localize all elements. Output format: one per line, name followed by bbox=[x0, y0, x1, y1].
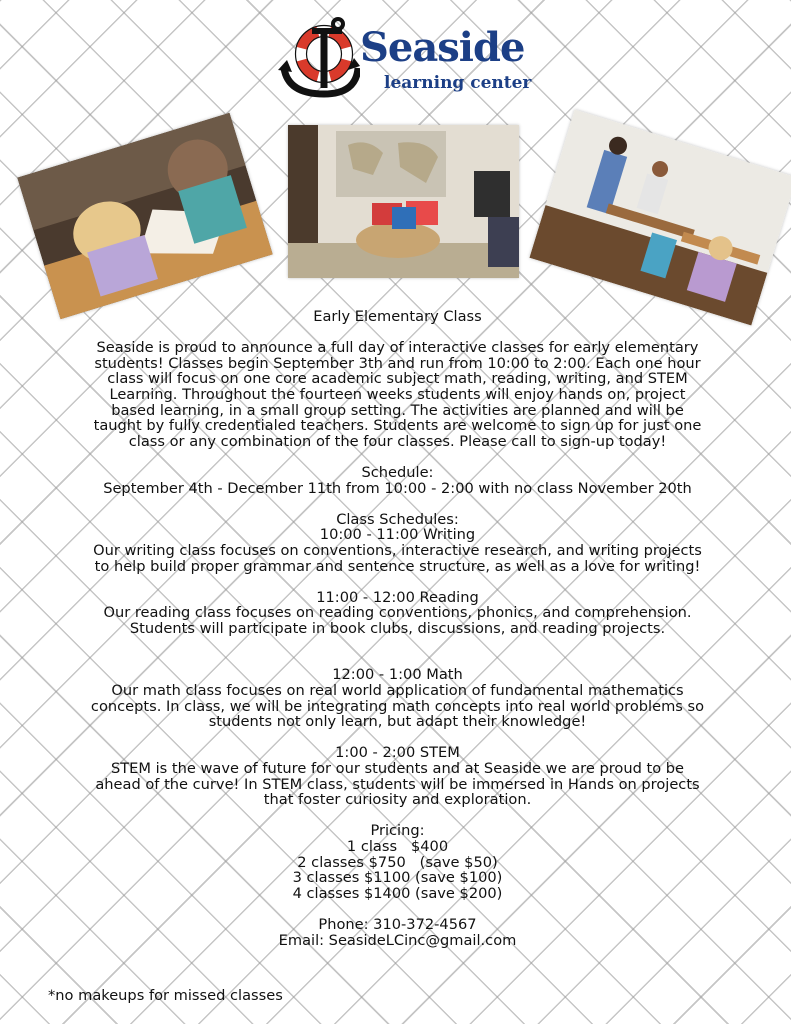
class-time: 1:00 - 2:00 STEM bbox=[335, 744, 460, 762]
footnote: *no makeups for missed classes bbox=[48, 987, 283, 1004]
pricing-line: 4 classes $1400 (save $200) bbox=[292, 884, 503, 902]
anchor-icon bbox=[278, 16, 360, 100]
class-time: 10:00 - 11:00 Writing bbox=[319, 526, 476, 544]
photo-classroom-reading-nook bbox=[288, 125, 519, 278]
brand-subtitle: learning center bbox=[384, 73, 532, 93]
brand-logo bbox=[278, 16, 538, 100]
email-address: Email: SeasideLCinc@gmail.com bbox=[278, 931, 517, 949]
intro-paragraph: Seaside is proud to announce a full day of interactive classes for early elementary students! Classes begin September 3th and run from 10:00 to 2:00. Each one hour class will focus on one core academic subject math, reading, writing, and STEM Learning. Throughout the fourteen weeks students will enjoy hands on, project based learning, in a small group setting. The activities are planned and will be taught by fully credentialed teachers. Students are welcome to sign up for just one class or any combination of the four classes. Please call to sign-up today! bbox=[93, 339, 702, 450]
class-description: Our writing class focuses on conventions, interactive research, and writing projects to help build proper grammar and sentence structure, as well as a love for writing! bbox=[93, 541, 702, 575]
phone-number: Phone: 310-372-4567 bbox=[318, 915, 477, 933]
schedule-heading: Schedule: bbox=[361, 463, 434, 481]
flyer-title: Early Elementary Class bbox=[313, 308, 482, 325]
class-description: STEM is the wave of future for our students and at Seaside we are proud to be ahead of the curve! In STEM class, students will be immersed in Hands on projects that foster curiosity and exploration. bbox=[95, 760, 700, 809]
pricing-heading: Pricing: bbox=[370, 822, 425, 840]
photo-girl-reading bbox=[17, 113, 273, 319]
pricing-line: 3 classes $1100 (save $100) bbox=[292, 869, 503, 887]
class-schedules-heading: Class Schedules: bbox=[336, 510, 459, 528]
class-description: Our math class focuses on real world application of fundamental mathematics concepts. In class, we will be integrating math concepts into real world problems so students not only learn, but adapt their knowledge! bbox=[90, 682, 705, 731]
schedule-text: September 4th - December 11th from 10:00 - 2:00 with no class November 20th bbox=[103, 479, 692, 497]
flyer-body bbox=[90, 309, 705, 948]
pricing-line: 2 classes $750 (save $50) bbox=[297, 853, 498, 871]
class-time: 12:00 - 1:00 Math bbox=[332, 666, 463, 684]
class-description: Our reading class focuses on reading conventions, phonics, and comprehension. Students will participate in book clubs, discussions, and reading projects. bbox=[103, 604, 692, 637]
photo-students-at-tables bbox=[529, 109, 791, 325]
class-time: 11:00 - 12:00 Reading bbox=[316, 588, 479, 606]
brand-name: Seaside bbox=[360, 24, 525, 71]
pricing-line: 1 class $400 bbox=[346, 838, 449, 855]
